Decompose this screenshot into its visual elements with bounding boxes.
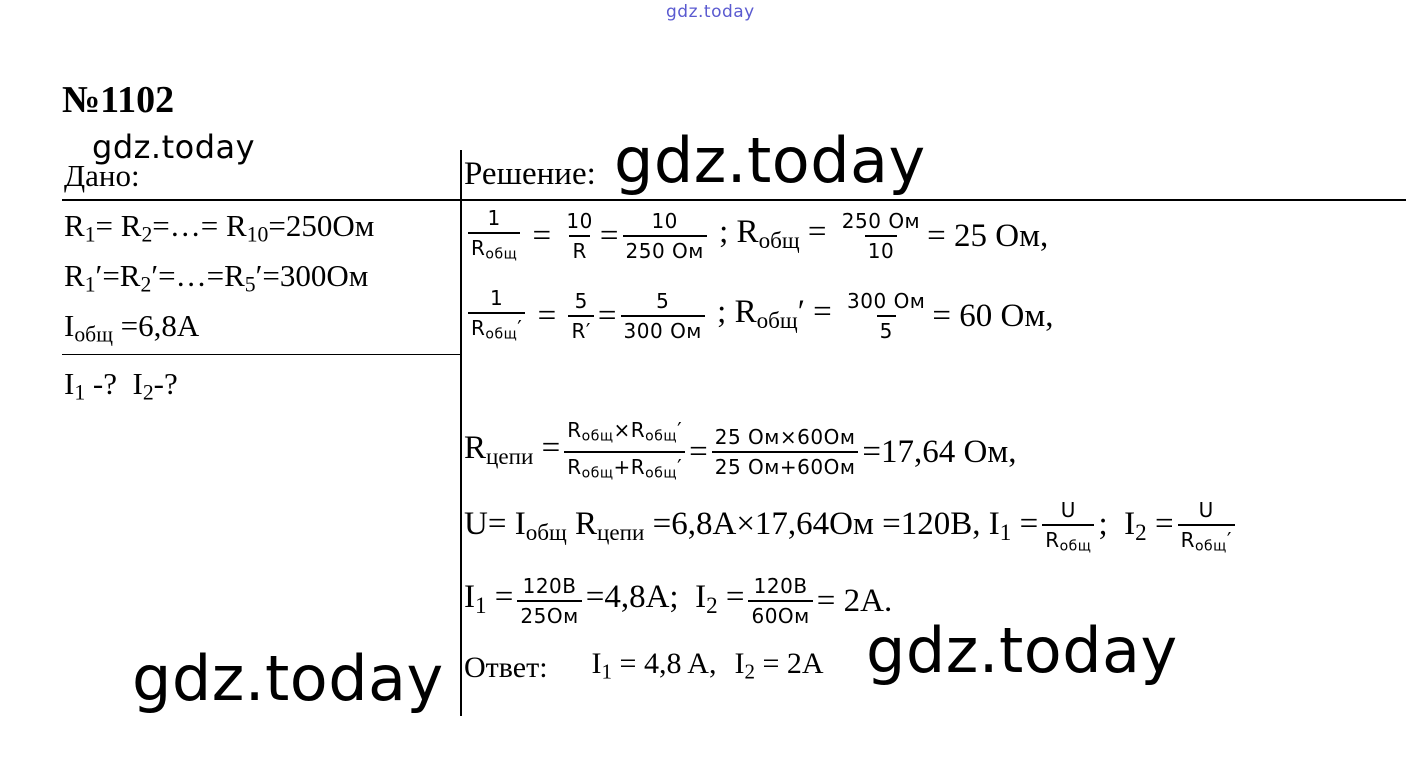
fraction: $\frac{300 Ом}{5}$ <box>847 289 926 344</box>
fraction: $\frac{10}{R}$ <box>566 209 593 264</box>
header-divider <box>62 199 1406 201</box>
watermark-top: gdz.today <box>666 2 755 22</box>
given-find: $I_1$ -? $I_2-$? <box>64 366 178 405</box>
fraction: $\frac{1}{R_{общ}'}$ <box>468 286 525 347</box>
watermark-solution: gdz.today <box>614 124 926 197</box>
equation-4: $U= I_{общ}$ $R_{цепи} =6,8A\times 17,64Ом =120B$, $I_1$ = $\frac{U}{R_{общ}}$ ; $I_2$ = $\frac{U}{R_{общ}'}$ <box>464 498 1239 559</box>
answer-label: Ответ: <box>464 650 548 684</box>
fraction: $\frac{10}{250 Ом}$ <box>623 209 707 263</box>
answer <box>464 644 824 691</box>
fraction: $\frac{1}{R_{общ}}$ <box>468 206 520 267</box>
equation-2: $\frac{1}{R_{общ}'}$ = $\frac{5}{R'}$ = $\frac{5}{300 Ом}$ ; $R_{общ}'$ = $\frac{300 Ом}{5}$ = 60 Ом, <box>464 286 1053 347</box>
fraction: $\frac{R_{общ}\times R_{общ}'}{R_{общ}+R_{общ}'}$ <box>564 418 685 485</box>
fraction: $\frac{U}{R_{общ}'}$ <box>1178 498 1235 559</box>
fraction: $\frac{120B}{60Ом}$ <box>748 574 812 628</box>
fraction: $\frac{5}{300 Ом}$ <box>621 289 705 343</box>
fraction: $\frac{5}{R'}$ <box>568 289 593 343</box>
watermark-small: gdz.today <box>92 128 256 166</box>
answer-i2: $I_2 = 2A$ <box>734 647 824 684</box>
answer-i1: $I_1 = 4,8$ A, <box>591 647 717 684</box>
fraction: $\frac{U}{R_{общ}}$ <box>1042 498 1094 559</box>
given-label: Дано: <box>64 158 140 193</box>
problem-number: №1102 <box>62 79 175 121</box>
given-line-current: $I_{общ} =6,8A$ <box>64 308 200 347</box>
given-line-resistors: $R_1=$ $R_2=\dots= R_{10}=250Ом$ <box>64 208 375 247</box>
equation-5: $I_1$ = $\frac{120B}{25Ом}$ =4,8A; $I_2$ = $\frac{120B}{60Ом}$ = 2A. <box>464 574 893 628</box>
given-divider <box>62 354 460 355</box>
solution-label: Решение: <box>464 156 596 192</box>
watermark-bottom-left: gdz.today <box>132 642 444 715</box>
column-divider <box>460 150 462 716</box>
watermark-bottom-right: gdz.today <box>866 614 1178 687</box>
fraction: $\frac{250 Ом}{10}$ <box>841 209 921 264</box>
fraction: $\frac{25 Ом\times 60Ом}{25 Ом+60Ом}$ <box>712 425 859 479</box>
equation-1: $\frac{1}{R_{общ}}$ = $\frac{10}{R}$ = $\frac{10}{250 Ом}$ ; $R_{общ}$ = $\frac{250 Ом}{10}$ = 25 Ом, <box>464 206 1048 267</box>
equation-3: $R_{цепи}$ = $\frac{R_{общ}\times R_{общ}'}{R_{общ}+R_{общ}'}$ = $\frac{25 Ом\times 60Ом}{25 Ом+60Ом}$ =17,64 Ом, <box>464 418 1017 485</box>
fraction: $\frac{120B}{25Ом}$ <box>517 574 581 628</box>
given-line-resistors-prime: $R_1'=R_2'=\dots=R_5'=300Ом$ <box>64 258 369 297</box>
